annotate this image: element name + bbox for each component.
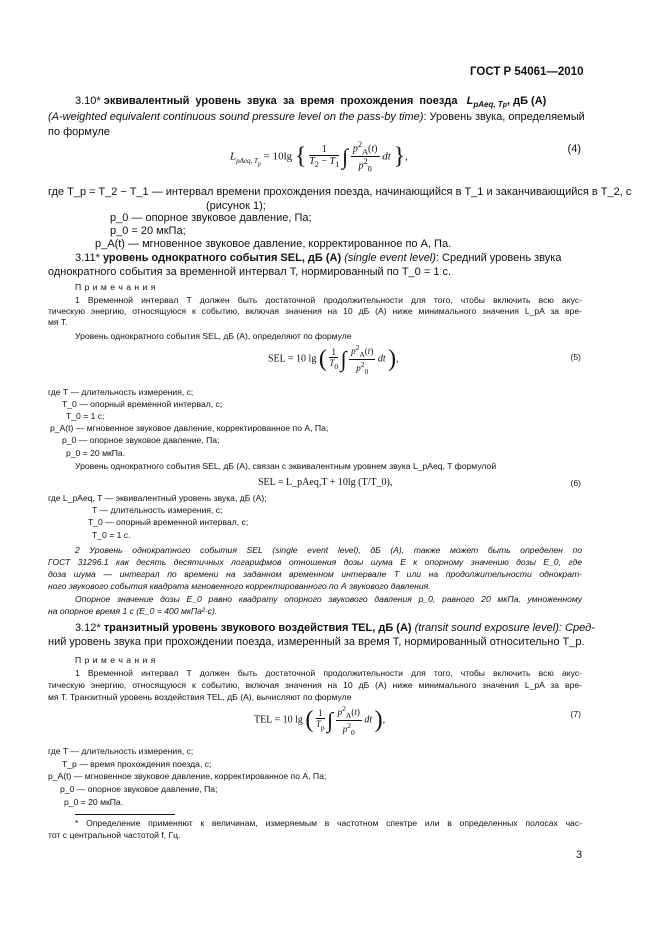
- where-pa: p_A(t) — мгновенное звуковое давление, корректированное по А, Па;: [48, 771, 327, 781]
- section-3-12-heading: 3.12* транзитный уровень звукового воздействия TEL, дБ (А) (transit sound exposure level): Сред-: [75, 622, 595, 634]
- where-p0-value: p_0 = 20 мкПа;: [110, 225, 186, 237]
- formula-4: $L_{pAeq, T_p} = 10\lg$ { $\frac{1}{T_2 - T_1}$ ∫ $\frac{p^2_A(t)}{p^2_0}$ dt },: [230, 140, 408, 174]
- note-2-line1: 2 Уровень однократного события SEL (single event level), дБ (А), также может быть определен по: [75, 545, 582, 555]
- note-1-line2: тическую энергию, относящуюся к событию, включая значения на 10 дБ (А) ниже минимального значения L_pA за вре-: [48, 680, 582, 690]
- note-2-line5: Опорное значение дозы E_0 равно квадрату опорного звукового давления p_0, равного 20 мкПа, умноженному: [75, 594, 582, 604]
- english-term: (single event level): [344, 252, 436, 264]
- term-title: эквивалентный уровень звука за время прохождения поезда: [103, 95, 458, 107]
- where-p0: p_0 — опорное звуковое давление, Па;: [110, 212, 312, 224]
- where-t0: T_0 — опорный временной интервал, с;: [62, 399, 223, 409]
- footnote-line1: * Определение применяют к величинам, измеряемым в частотном спектре или в определенных полосах час-: [75, 818, 582, 828]
- where-t: где T — длительность измерения, с;: [48, 387, 194, 397]
- section-3-11-line2: однократного события за временной интервал T, нормированный по T_0 = 1 с.: [48, 266, 452, 278]
- note-1-line3: мя T.: [48, 317, 68, 327]
- sel-link: Уровень однократного события SEL, дБ (А), связан с эквивалентным уровнем звука L_pAeq, T формулой: [75, 461, 497, 471]
- english-term: (A-weighted equivalent continuous sound pressure level on the pass-by time): [48, 111, 424, 123]
- where-t: T — длительность измерения, с;: [92, 505, 223, 515]
- where-p0: p_0 — опорное звуковое давление, Па;: [60, 784, 218, 794]
- section-3-11-heading: 3.11* уровень однократного события SEL, дБ (А) (single event level): Средний уровень звука: [75, 252, 562, 264]
- note-2-line3: доза шума — интеграл по времени на заданном временном интервале T или на продолжительности однократ-: [48, 569, 582, 579]
- section-number: 3.10*: [75, 95, 101, 107]
- footnote-line2: тот с центральной частотой f, Гц.: [48, 830, 181, 840]
- term-title: уровень однократного события SEL, дБ (А): [102, 252, 342, 264]
- equation-number-5: (5): [570, 352, 581, 362]
- document-header: ГОСТ Р 54061—2010: [470, 66, 584, 78]
- notes-title: П р и м е ч а н и я: [75, 655, 156, 665]
- where-p0-value: p_0 = 20 мкПа.: [66, 448, 126, 458]
- section-3-12-line2: ний уровень звука при прохождении поезда, измеренный за время T, нормированный относительно T_p.: [48, 636, 585, 648]
- where-tp: T_p — время прохождения поезда, с;: [62, 759, 212, 769]
- english-term: (transit sound exposure level): [414, 622, 559, 634]
- where-t0-value: T_0 = 1 с.: [92, 530, 131, 540]
- equation-number-7: (7): [570, 709, 581, 719]
- where-pa: p_A(t) — мгновенное звуковое давление, корректированное по А, Па.: [95, 238, 452, 250]
- note-1-line1: 1 Временной интервал T должен быть достаточной продолжительности для того, чтобы включить всю акус-: [75, 668, 582, 678]
- where-p0: p_0 — опорное звуковое давление, Па;: [62, 435, 220, 445]
- where-t: где T — длительность измерения, с;: [48, 746, 194, 756]
- where-pa: p_A(t) — мгновенное звуковое давление, корректированное по А, Па;: [50, 423, 329, 433]
- note-2-line4: ного звукового события квадрата мгновенного корректированного по А звукового давления.: [48, 581, 431, 591]
- page-number: 3: [576, 849, 583, 861]
- formula-7: TEL = 10 lg ( $\frac{1}{T_p}$ ∫ $\frac{p^2_A(t)}{p^2_0}$ dt ),: [254, 704, 386, 737]
- where-lpaeq: где L_pAeq, T — эквивалентный уровень звука, дБ (А);: [48, 493, 267, 503]
- formula-5: SEL = 10 lg ( $\frac{1}{T_0}$ ∫ $\frac{p^2_A(t)}{p^2_0}$ dt ),: [268, 343, 399, 376]
- sel-intro: Уровень однократного события SEL, дБ (А), определяют по формуле: [75, 331, 352, 341]
- section-3-10-line3: по формуле: [48, 126, 110, 138]
- equation-number-4: (4): [567, 143, 581, 155]
- equation-number-6: (6): [570, 478, 581, 488]
- notes-title: П р и м е ч а н и я: [75, 282, 156, 292]
- section-3-10-line2: (A-weighted equivalent continuous sound pressure level on the pass-by time): Уровень звука, определяемый: [48, 111, 585, 123]
- where-p0-value: p_0 = 20 мкПа.: [64, 797, 124, 807]
- note-2-line2: ГОСТ 31296.1 как десять десятичных логарифмов отношения дозы шума E к опорному значению дозы E_0, где: [48, 557, 582, 567]
- formula-6: SEL = L_pAeq,T + 10lg (T/T_0),: [258, 477, 393, 488]
- term-title: транзитный уровень звукового воздействия TEL, дБ (А): [103, 622, 412, 634]
- section-3-10-heading: 3.10* эквивалентный уровень звука за время прохождения поезда $L_{pAeq, Tp}$, дБ (А): [75, 95, 547, 110]
- note-1-line3: мя T. Транзитный уровень воздействия TEL, дБ (А), вычисляют по формуле: [48, 692, 352, 702]
- footnote-rule: [75, 814, 175, 815]
- note-1-line1: 1 Временной интервал T должен быть достаточной продолжительности для того, чтобы включить всю акус-: [75, 295, 582, 305]
- where-tp: где T_p = T_2 − T_1 — интервал времени прохождения поезда, начинающийся в T_1 и заканчивающийся в T_2, с: [48, 186, 632, 198]
- where-tp-cont: (рисунок 1);: [206, 200, 266, 212]
- note-2-line6: на опорное время 1 с (E_0 = 400 мкПа²·с).: [48, 606, 218, 616]
- note-1-line2: тическую энергию, относящуюся к событию, включая значения на 10 дБ (А) ниже минимального значения L_pA за вре-: [48, 306, 582, 316]
- where-t0: T_0 — опорный временной интервал, с;: [88, 517, 249, 527]
- where-t0-value: T_0 = 1 с;: [66, 411, 105, 421]
